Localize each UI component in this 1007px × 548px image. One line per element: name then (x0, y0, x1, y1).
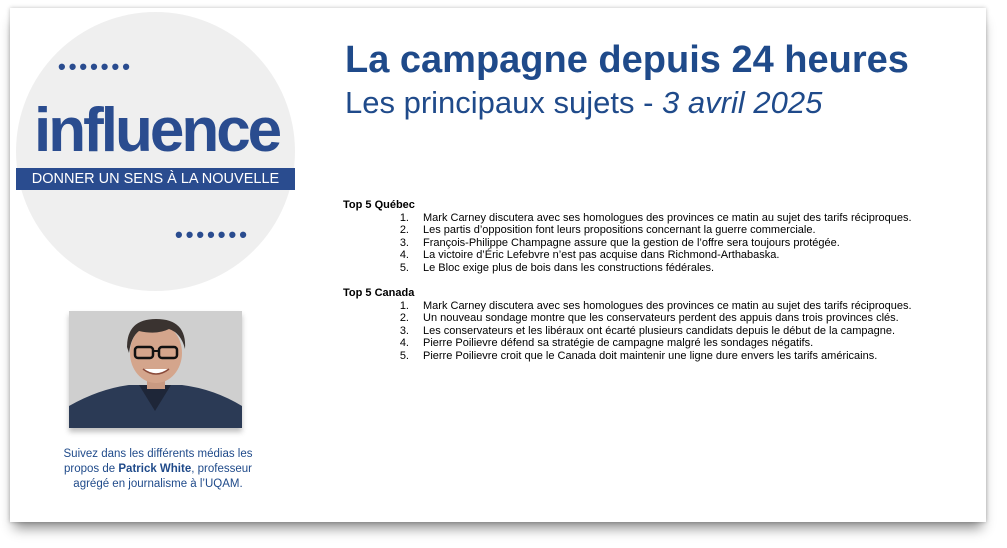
author-name: Patrick White (118, 463, 192, 475)
item-text: Les conservateurs et les libéraux ont écarté plusieurs candidats depuis le début de la campagne. (423, 324, 896, 337)
section-top5-canada (343, 287, 912, 362)
list-item (343, 337, 912, 350)
section-heading: Top 5 Québec (343, 199, 415, 211)
item-text: La victoire d’Éric Lefebvre n’est pas acquise dans Richmond-Arthabaska. (423, 249, 780, 261)
topic-list (343, 300, 912, 363)
list-item (343, 350, 912, 363)
item-number: 2. (399, 224, 409, 236)
section-heading: Top 5 Canada (343, 287, 415, 299)
item-text: Mark Carney discutera avec ses homologues des provinces ce matin au sujet des tarifs réciproques. (423, 299, 912, 312)
item-number: 3. (399, 324, 409, 337)
item-text: Pierre Poilievre défend sa stratégie de campagne malgré les sondages négatifs. (423, 337, 814, 349)
section-top5-quebec (343, 199, 912, 274)
list-item (343, 249, 912, 262)
item-text: Le Bloc exige plus de bois dans les constructions fédérales. (423, 261, 715, 274)
list-item (343, 325, 912, 338)
topic-list (343, 212, 912, 275)
logo-dots-top: ••••••• (58, 54, 133, 79)
list-item (343, 300, 912, 313)
item-text: Un nouveau sondage montre que les conservateurs perdent des appuis dans trois provinces clés. (423, 312, 899, 324)
item-text: Les partis d’opposition font leurs propositions concernant la guerre commerciale. (423, 224, 816, 236)
list-item (343, 212, 912, 225)
logo-tagline: DONNER UN SENS À LA NOUVELLE (16, 168, 295, 190)
item-number: 5. (399, 349, 409, 362)
logo-wordmark: influence (34, 96, 280, 165)
item-number: 1. (399, 211, 409, 224)
item-number: 3. (399, 236, 409, 249)
item-number: 1. (399, 299, 409, 312)
item-text: Mark Carney discutera avec ses homologues des provinces ce matin au sujet des tarifs réciproques. (423, 211, 912, 224)
portrait-illustration (69, 311, 242, 428)
list-item (343, 237, 912, 250)
portrait-photo (69, 311, 242, 428)
author-caption (60, 447, 256, 492)
subtitle-date: 3 avril 2025 (662, 85, 823, 120)
caption-role: , professeur agrégé en journalisme à l’UQAM. (73, 463, 252, 490)
list-item (343, 262, 912, 275)
item-text: Pierre Poilievre croit que le Canada doit maintenir une ligne dure envers les tarifs américains. (423, 349, 878, 362)
list-item (343, 312, 912, 325)
item-number: 4. (399, 249, 409, 261)
page-title: La campagne depuis 24 heures (345, 39, 909, 81)
page-subtitle (345, 86, 822, 120)
caption-intro: Suivez dans les différents médias les propos de (63, 448, 253, 475)
item-number: 2. (399, 312, 409, 324)
list-item (343, 224, 912, 237)
item-number: 4. (399, 337, 409, 349)
item-number: 5. (399, 261, 409, 274)
subtitle-prefix: Les principaux sujets - (345, 85, 663, 120)
logo-dots-bottom: ••••••• (175, 222, 250, 247)
item-text: François-Philippe Champagne assure que la gestion de l’offre sera toujours protégée. (423, 236, 840, 249)
